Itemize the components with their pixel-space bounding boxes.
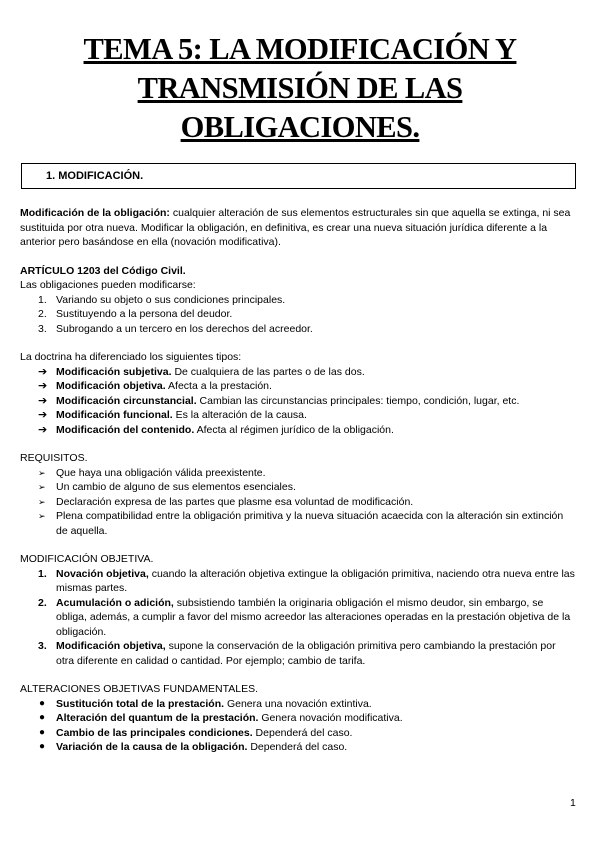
arrow-icon: ➔ bbox=[38, 409, 48, 421]
list-item: ➔ Modificación subjetiva. De cualquiera de las partes o de las dos. bbox=[38, 365, 365, 378]
list-item: ➔ Modificación objetiva. Afecta a la prestación. bbox=[38, 380, 272, 392]
bullet-icon: ● bbox=[39, 726, 46, 738]
article-list bbox=[20, 293, 576, 337]
alterations-heading: ALTERACIONES OBJETIVAS FUNDAMENTALES. bbox=[20, 683, 259, 695]
bullet-icon: ● bbox=[39, 741, 46, 752]
list-item: 1. Novación objetiva, cuando la alteración objetiva extingue la obligación primitiva, naciendo otra nueva entre las mismas partes. bbox=[38, 567, 575, 594]
bullet-icon: ● bbox=[39, 712, 46, 723]
page-number: 1 bbox=[570, 797, 576, 809]
list-item: ➔ Modificación circunstancial. Cambian las circunstancias principales: tiempo, condición, lugar, etc. bbox=[38, 394, 520, 407]
list-item: ➔ Modificación funcional. Es la alteración de la causa. bbox=[38, 409, 307, 421]
bullet-icon: ● bbox=[39, 697, 46, 709]
list-item: 3. Subrogando a un tercero en los derechos del acreedor. bbox=[38, 322, 313, 335]
list-item: 3. Modificación objetiva, supone la conservación de la obligación primitiva pero cambiando la prestación por otra diferente en calidad o cantidad. Por ejemplo; cambio de tarifa. bbox=[38, 640, 556, 667]
definition-paragraph: Modificación de la obligación: cualquier alteración de sus elementos estructurales sin que aquella se extinga, ni sea sustituida por otra nueva. Modificar la obligación, en definitiva, es crear una nueva situación jurídica diferente a la anterior pero basándose en ella (novación modificativa). bbox=[20, 207, 571, 248]
objective-list bbox=[20, 567, 576, 669]
list-item: 2. Acumulación o adición, subsistiendo también la originaria obligación el mismo deudor, sin embargo, se obliga, además, a cumplir a favor del mismo acreedor las alteraciones operadas en la prestación objetiva de la obligación. bbox=[38, 596, 571, 638]
article-heading: ARTÍCULO 1203 del Código Civil. bbox=[20, 264, 186, 277]
arrow-icon: ➔ bbox=[38, 365, 48, 378]
arrowhead-icon: ➢ bbox=[38, 482, 46, 492]
list-item: 1. Variando su objeto o sus condiciones principales. bbox=[38, 293, 286, 306]
arrowhead-icon: ➢ bbox=[38, 467, 46, 478]
list-item: ➢ Declaración expresa de las partes que plasme esa voluntad de modificación. bbox=[38, 495, 414, 508]
list-item: ● Alteración del quantum de la prestación. Genera novación modificativa. bbox=[39, 712, 403, 724]
alterations-list bbox=[20, 697, 576, 755]
arrow-icon: ➔ bbox=[38, 394, 48, 407]
arrowhead-icon: ➢ bbox=[38, 511, 46, 521]
article-intro: Las obligaciones pueden modificarse: bbox=[20, 279, 196, 291]
list-item: ● Variación de la causa de la obligación. Dependerá del caso. bbox=[39, 741, 348, 753]
arrow-icon: ➔ bbox=[38, 423, 48, 436]
types-list bbox=[20, 365, 576, 438]
page-title: TEMA 5: LA MODIFICACIÓN Y TRANSMISIÓN DE LAS OBLIGACIONES. bbox=[83, 32, 517, 144]
list-item: ➢ Que haya una obligación válida preexistente. bbox=[38, 466, 266, 479]
section-heading: 1. MODIFICACIÓN. bbox=[21, 163, 576, 189]
list-item: ➔ Modificación del contenido. Afecta al régimen jurídico de la obligación. bbox=[38, 423, 394, 436]
list-item: ● Sustitución total de la prestación. Genera una novación extintiva. bbox=[39, 697, 372, 710]
requirements-heading: REQUISITOS. bbox=[20, 452, 88, 464]
types-intro: La doctrina ha diferenciado los siguientes tipos: bbox=[20, 351, 242, 363]
arrowhead-icon: ➢ bbox=[38, 496, 46, 507]
objective-heading: MODIFICACIÓN OBJETIVA. bbox=[20, 553, 154, 565]
arrow-icon: ➔ bbox=[38, 380, 48, 392]
list-item: ➢ Un cambio de alguno de sus elementos esenciales. bbox=[38, 481, 296, 493]
requirements-list bbox=[20, 466, 576, 539]
list-item: 2. Sustituyendo a la persona del deudor. bbox=[38, 308, 233, 320]
list-item: ● Cambio de las principales condiciones. Dependerá del caso. bbox=[39, 726, 353, 739]
list-item: ➢ Plena compatibilidad entre la obligación primitiva y la nueva situación acaecida con la alteración sin extinción de aquella. bbox=[38, 510, 564, 537]
document-body bbox=[20, 206, 576, 755]
